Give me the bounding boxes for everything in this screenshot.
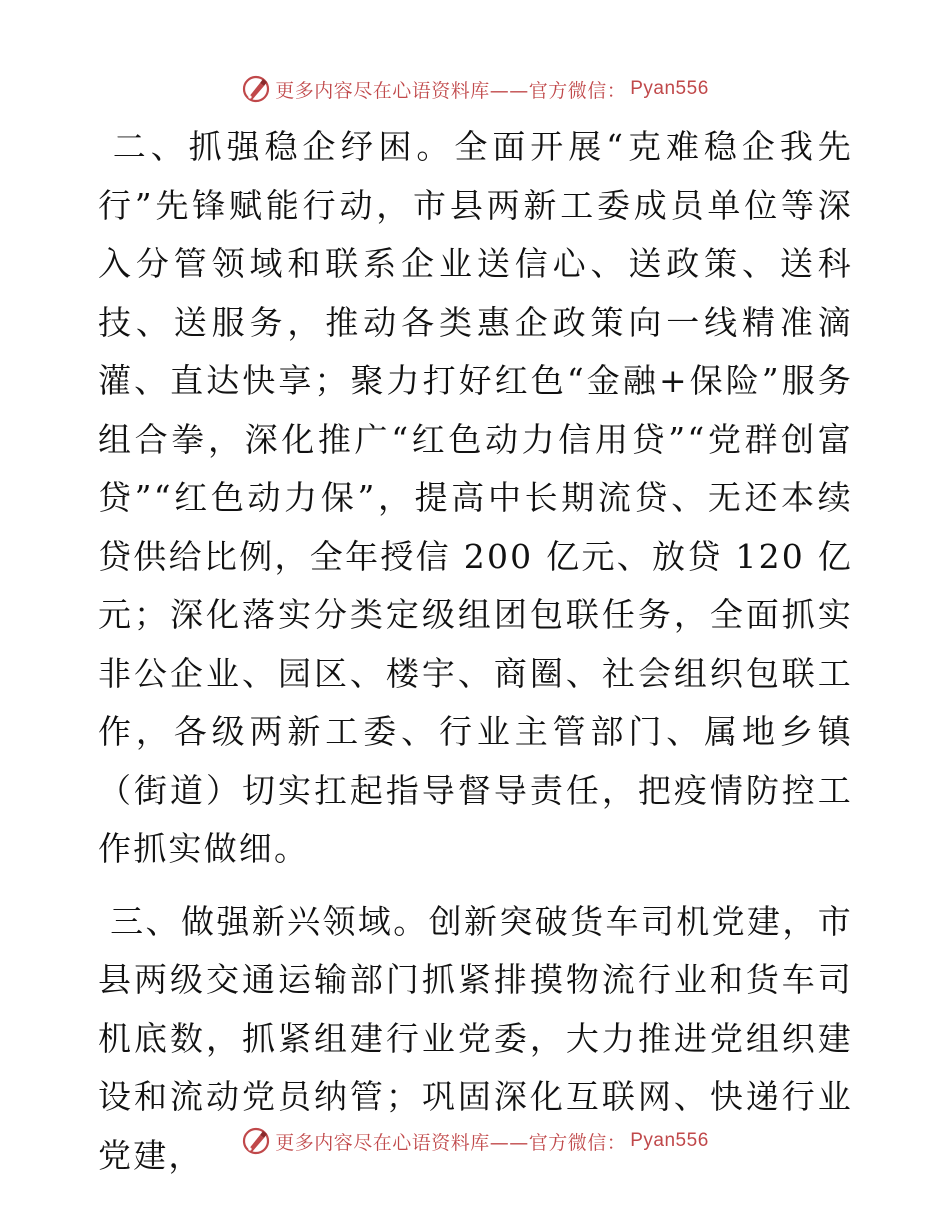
- paragraph-text: 二、抓强稳企纾困。全面开展“克难稳企我先行”先锋赋能行动，市县两新工委成员单位等深入分管领域和联系企业送信心、送政策、送科技、送服务，推动各类惠企政策向一线精准滴灌、直达快享；聚力打好红色“金融+保险”服务组合拳，深化推广“红色动力信用贷”“党群创富贷”“红色动力保”，提高中长期流贷、无还本续贷供给比例，全年授信 200 亿元、放贷 120 亿元；深化落实分类定级组团包联任务，全面抓实非公企业、园区、楼宇、商圈、社会组织包联工作，各级两新工委、行业主管部门、属地乡镇（街道）切实扛起指导督导责任，把疫情防控工作抓实做细。: [98, 127, 853, 868]
- document-body: [98, 118, 853, 1185]
- watermark-account: Pyan556: [630, 1130, 709, 1151]
- paragraph-stabilize-enterprises: [98, 118, 853, 879]
- paragraph-text: 三、做强新兴领域。创新突破货车司机党建，市县两级交通运输部门抓紧排摸物流行业和货车司机底数，抓紧组建行业党委，大力推进党组织建设和流动党员纳管；巩固深化互联网、快递行业党建，: [98, 901, 853, 1175]
- watermark-account: Pyan556: [630, 78, 709, 99]
- pen-logo-icon: [241, 74, 271, 104]
- header-watermark: [0, 74, 950, 104]
- watermark-text: 更多内容尽在心语资料库——官方微信：: [275, 1131, 627, 1154]
- pen-logo-icon: [241, 1126, 271, 1156]
- watermark-text: 更多内容尽在心语资料库——官方微信：: [275, 79, 627, 102]
- footer-watermark: [0, 1126, 950, 1156]
